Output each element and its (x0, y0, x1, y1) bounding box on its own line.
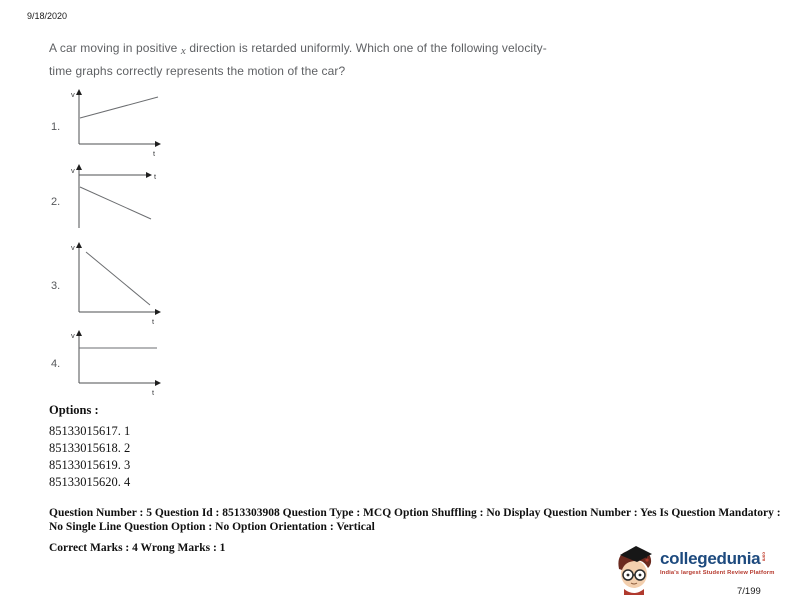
x-symbol: x (180, 45, 186, 57)
page-number: 7/199 (737, 586, 761, 597)
question-text-part2: direction is retarded uniformly. Which one of the following velocity-time graphs correctly represents the motion of the car? (49, 41, 547, 78)
velocity-time-graph-4 (69, 329, 164, 397)
v-axis-label: v (71, 243, 75, 252)
t-axis-label: t (153, 149, 156, 158)
velocity-time-graph-2 (69, 164, 164, 232)
option-4: 85133015620. 4 (49, 475, 131, 489)
t-axis-label: t (152, 388, 155, 397)
t-axis-arrow-icon (146, 172, 152, 178)
v-axis-arrow-icon (76, 164, 82, 170)
velocity-time-graph-1 (69, 88, 164, 158)
v-axis-label: v (71, 90, 75, 99)
t-axis-arrow-icon (155, 309, 161, 315)
question-text-part1: A car moving in positive (49, 41, 181, 55)
v-axis-arrow-icon (76, 89, 82, 95)
options-section (49, 403, 130, 491)
question-metadata-line: Question Number : 5 Question Id : 8513303908 Question Type : MCQ Option Shuffling : No Display Question Number : Yes Is Question Mandatory : No Single Line Question Option : No Option Orientation : Vertical (49, 507, 781, 533)
graph-2-line (80, 187, 151, 219)
mascot-icon (612, 541, 656, 595)
t-axis-label: t (154, 172, 157, 181)
t-axis-arrow-icon (155, 380, 161, 386)
t-axis-arrow-icon (155, 141, 161, 147)
question-text (49, 39, 569, 81)
graph-1-number: 1. (51, 121, 61, 133)
v-axis-arrow-icon (76, 330, 82, 336)
velocity-time-graph-3 (69, 241, 164, 325)
graph-3-line (86, 252, 150, 305)
v-axis-label: v (71, 166, 75, 175)
marks-line: Correct Marks : 4 Wrong Marks : 1 (49, 542, 226, 554)
brand-tagline: India's largest Student Review Platform (660, 570, 775, 576)
options-heading: Options : (49, 403, 99, 417)
option-1: 85133015617. 1 (49, 424, 131, 438)
option-3: 85133015619. 3 (49, 458, 131, 472)
graph-2-number: 2. (51, 196, 61, 208)
v-axis-label: v (71, 331, 75, 340)
graph-1-line (80, 97, 158, 118)
t-axis-label: t (152, 317, 155, 325)
brand-suffix: com (761, 552, 767, 562)
graph-3-number: 3. (51, 280, 61, 292)
brand-name: collegedunia (660, 549, 761, 568)
date-stamp: 9/18/2020 (27, 11, 68, 21)
v-axis-arrow-icon (76, 242, 82, 248)
option-2: 85133015618. 2 (49, 441, 131, 455)
graph-4-number: 4. (51, 358, 61, 370)
